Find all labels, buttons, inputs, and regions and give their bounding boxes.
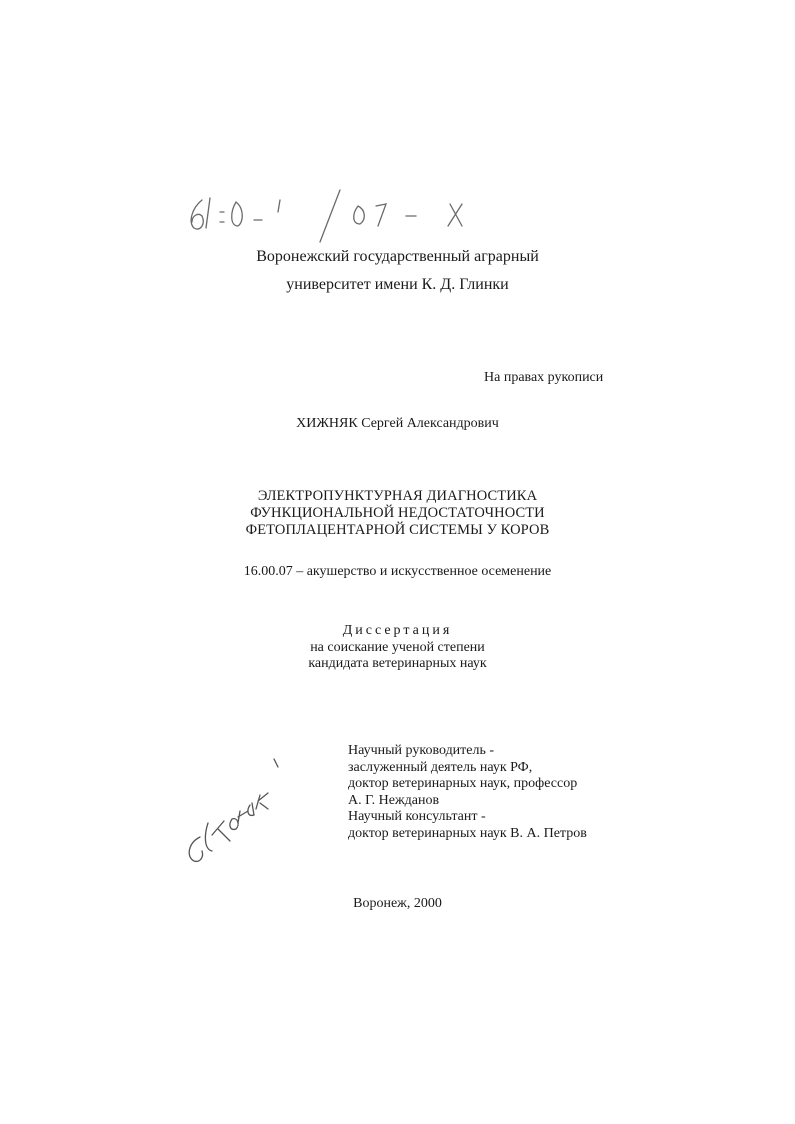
university-line-2: университет имени К. Д. Глинки (286, 276, 509, 293)
dissertation-heading: Диссертация (342, 623, 453, 638)
handwritten-signature (178, 755, 288, 875)
title-line-3: ФЕТОПЛАЦЕНТАРНОЙ СИСТЕМЫ У КОРОВ (245, 522, 550, 538)
advisors-block (348, 743, 587, 842)
advisor-line-3: доктор ветеринарных наук, профессор (348, 776, 578, 791)
degree-line-2: кандидата ветеринарных наук (308, 656, 487, 671)
university-line-1: Воронежский государственный аграрный (256, 248, 539, 265)
handwritten-archive-number (180, 182, 510, 252)
advisor-line-1: Научный руководитель - (348, 743, 495, 758)
title-line-2: ФУНКЦИОНАЛЬНОЙ НЕДОСТАТОЧНОСТИ (250, 505, 545, 521)
advisor-line-5: Научный консультант - (348, 809, 486, 824)
advisor-line-4: А. Г. Нежданов (348, 792, 440, 808)
title-line-1: ЭЛЕКТРОПУНКТУРНАЯ ДИАГНОСТИКА (257, 488, 538, 504)
degree-line-1: на соискание ученой степени (310, 640, 485, 655)
place-and-year: Воронеж, 2000 (353, 896, 442, 911)
manuscript-note: На правах рукописи (484, 370, 604, 385)
advisor-line-6: доктор ветеринарных наук В. А. Петров (348, 825, 587, 841)
advisor-line-2: заслуженный деятель наук РФ, (348, 759, 533, 775)
author-name: ХИЖНЯК Сергей Александрович (296, 416, 499, 431)
specialty-code: 16.00.07 – акушерство и искусственное осеменение (243, 564, 552, 579)
